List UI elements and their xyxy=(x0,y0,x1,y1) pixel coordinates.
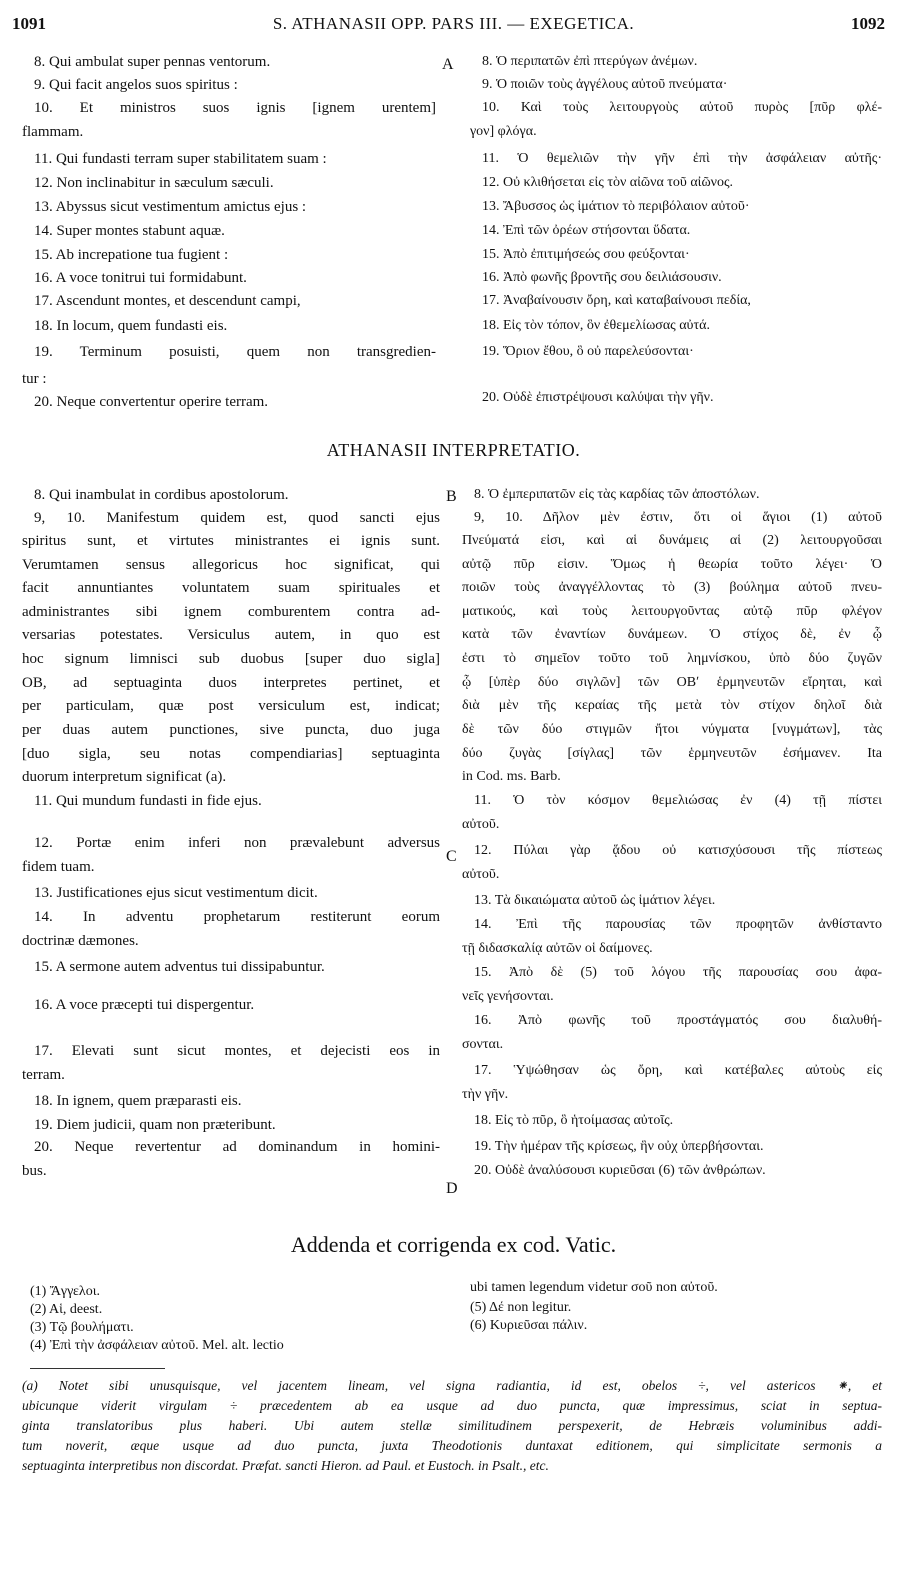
verse-line: 13. Abyssus sicut vestimentum amictus ejus : xyxy=(34,199,307,215)
text-line: 20. Οὐδὲ ἀναλύσουσι κυριεῦσαι (6) τῶν ἀνθρώπων. xyxy=(474,1163,766,1178)
text-line: αὐτῷ πῦρ εἰσιν. Ὅμως ἡ θεωρία τοῦτο λέγει· Ὁ xyxy=(462,557,882,572)
text-line: 8. Qui inambulat in cordibus apostolorum. xyxy=(34,487,289,503)
text-line: 8. Ὁ ἐμπεριπατῶν εἰς τὰς καρδίας τῶν ἀποστόλων. xyxy=(474,487,760,502)
text-line: Πνεύματά εἰσι, καὶ αἱ δυνάμεις αἱ (2) λειτουργοῦσαι xyxy=(462,533,882,548)
text-line: ἐστι τὸ σημεῖον τοῦτο τοῦ λημνίσκου, ὑπὸ δύο ζυγῶν xyxy=(462,651,882,666)
verse-line: γον] φλόγα. xyxy=(470,124,537,139)
text-line: duorum interpretum significat (a). xyxy=(22,769,227,785)
interpretation-heading: ATHANASII INTERPRETATIO. xyxy=(326,440,581,460)
verse-line: 20. Οὐδὲ ἐπιστρέψουσι καλύψαι τὴν γῆν. xyxy=(482,390,714,405)
text-line: δύο ζυγὰς [σίγλας] τῶν ἑρμηνευτῶν ἐσήμανεν. Ita xyxy=(462,746,882,761)
page-number-left: 1091 xyxy=(12,14,46,33)
text-line: 12. Portæ enim inferi non prævalebunt adversus xyxy=(34,835,440,851)
margin-marker-d: D xyxy=(446,1180,458,1197)
text-line: 17. Ὑψώθησαν ὡς ὄρη, καὶ κατέβαλες αὐτοὺς εἰς xyxy=(474,1063,882,1078)
verse-line: 15. Ἀπὸ ἐπιτιμήσεώς σου φεύξονται· xyxy=(482,247,690,262)
text-line: κατὰ τῶν ἐναντίων δυνάμεων. Ὁ στίχος δὲ, ἐν ᾧ xyxy=(462,627,882,642)
text-line: διὰ μὲν τῆς κεραίας τῆς μετὰ τὸν στίχον δηλοῖ διὰ xyxy=(462,698,882,713)
text-line: per duas autem punctiones, sive puncta, duo juga xyxy=(22,722,440,738)
text-line: τὴν γῆν. xyxy=(462,1087,509,1102)
text-line: 17. Elevati sunt sicut montes, et dejecisti eos in xyxy=(34,1043,440,1059)
verse-line: 12. Οὐ κλιθήσεται εἰς τὸν αἰῶνα τοῦ αἰῶνος. xyxy=(482,175,734,190)
footnote-rule xyxy=(30,1368,165,1369)
verse-line: 14. Ἐπὶ τῶν ὀρέων στήσονται ὕδατα. xyxy=(482,223,691,238)
running-title: S. ATHANASII OPP. PARS III. — EXEGETICA. xyxy=(272,14,635,33)
note-line: (6) Κυριεῦσαι πάλιν. xyxy=(470,1318,588,1333)
verse-line: 16. A voce tonitrui tui formidabunt. xyxy=(34,270,247,286)
text-line: in Cod. ms. Barb. xyxy=(462,769,561,784)
text-line: [duo sigla, seu notas compendiarias] septuaginta xyxy=(22,746,440,762)
footnote-line: septuaginta interpretibus non discordat. Præfat. sancti Hieron. ad Paul. et Eustoch. in Psalt., etc. xyxy=(22,1458,549,1473)
text-line: 18. Εἰς τὸ πῦρ, ὃ ἡτοίμασας αὐτοῖς. xyxy=(474,1113,674,1128)
text-line: 11. Qui mundum fundasti in fide ejus. xyxy=(34,793,262,809)
running-header xyxy=(0,14,907,38)
text-line: δὲ τῶν δύο στιγμῶν ἤτοι νύγματα [νυγμάτων], τὰς xyxy=(462,722,882,737)
text-line: 16. Ἀπὸ φωνῆς τοῦ προστάγματός σου διαλυθή- xyxy=(474,1013,882,1028)
text-line: νεῖς γενήσονται. xyxy=(462,989,554,1004)
text-line: 14. In adventu prophetarum restiterunt eorum xyxy=(34,909,440,925)
text-line: facit annuntiantes voluntatem suam spirituales et xyxy=(22,580,440,596)
text-line: doctrinæ dæmones. xyxy=(22,933,139,949)
text-line: 20. Neque revertentur ad dominandum in homini- xyxy=(34,1139,440,1155)
text-line: fidem tuam. xyxy=(22,859,95,875)
note-line: (1) Ἄγγελοι. xyxy=(30,1284,100,1299)
verse-line: 14. Super montes stabunt aquæ. xyxy=(34,223,225,239)
verse-line: 19. Ὅριον ἔθου, ὃ οὐ παρελεύσονται· xyxy=(482,344,694,359)
text-line: hoc signum limnisci sub duobus [super duo sigla] xyxy=(22,651,440,667)
text-line: Verumtamen sensus allegoricus hoc significat, qui xyxy=(22,557,440,573)
verse-line: tur : xyxy=(22,371,47,387)
note-line: (4) Ἐπὶ τὴν ἀσφάλειαν αὐτοῦ. Mel. alt. lectio xyxy=(30,1338,284,1353)
text-line: ματικούς, καὶ τοὺς λειτουργοῦντας αὐτῷ πῦρ φλέγον xyxy=(462,604,882,619)
verse-line: 18. Εἰς τὸν τόπον, ὃν ἐθεμελίωσας αὐτά. xyxy=(482,318,710,333)
text-line: 13. Justificationes ejus sicut vestimentum dicit. xyxy=(34,885,318,901)
verse-line: 8. Qui ambulat super pennas ventorum. xyxy=(34,54,271,70)
verse-line: 17. Ascendunt montes, et descendunt campi, xyxy=(34,293,301,309)
text-line: spiritus sunt, et virtutes ministrantes ei ignis sunt. xyxy=(22,533,440,549)
text-line: administrantes sibi ignem comburentem contra ad- xyxy=(22,604,440,620)
addenda-heading: Addenda et corrigenda ex cod. Vatic. xyxy=(290,1232,617,1257)
text-line: 18. In ignem, quem præparasti eis. xyxy=(34,1093,242,1109)
text-line: 14. Ἐπὶ τῆς παρουσίας τῶν προφητῶν ἀνθίσταντο xyxy=(474,917,882,932)
verse-line: 16. Ἀπὸ φωνῆς βροντῆς σου δειλιάσουσιν. xyxy=(482,270,722,285)
verse-line: 10. Et ministros suos ignis [ignem urentem] xyxy=(34,100,436,116)
note-line: (2) Αἱ, deest. xyxy=(30,1302,103,1317)
text-line: ποιῶν τοὺς ἀναγγέλλοντας τὸ (3) βούλημα αὐτοῦ πνευ- xyxy=(462,580,882,595)
text-line: per particulam, quæ post versiculum est, indicat; xyxy=(22,698,440,714)
verse-line: 12. Non inclinabitur in sæculum sæculi. xyxy=(34,175,274,191)
verse-line: 13. Ἄβυσσος ὡς ἱμάτιον τὸ περιβόλαιον αὐτοῦ· xyxy=(482,199,750,214)
verse-line: 9. Qui facit angelos suos spiritus : xyxy=(34,77,238,93)
text-line: ᾧ [ὑπὲρ δύο σιγλῶν] τῶν ΟΒʹ ἑρμηνευτῶν εἴρηται, καὶ xyxy=(462,675,882,690)
verse-line: 8. Ὁ περιπατῶν ἐπὶ πτερύγων ἀνέμων. xyxy=(482,54,698,69)
text-line: terram. xyxy=(22,1067,65,1083)
text-line: 9, 10. Manifestum quidem est, quod sancti ejus xyxy=(34,510,440,526)
verse-line: 11. Qui fundasti terram super stabilitatem suam : xyxy=(34,151,327,167)
text-line: 19. Τὴν ἡμέραν τῆς κρίσεως, ἣν οὐχ ὑπερβήσονται. xyxy=(474,1139,764,1154)
verse-line: 10. Καὶ τοὺς λειτουργοὺς αὐτοῦ πυρὸς [πῦρ φλέ- xyxy=(482,100,882,115)
text-line: 16. A voce præcepti tui dispergentur. xyxy=(34,997,255,1013)
text-line: bus. xyxy=(22,1163,47,1179)
margin-marker-b: B xyxy=(446,488,457,505)
note-line: ubi tamen legendum videtur σοῦ non αὐτοῦ. xyxy=(470,1280,718,1295)
footnote-line: (a) Notet sibi unusquisque, vel jacentem lineam, vel signa radiantia, id est, obelos ÷, vel astericos ⁕, et xyxy=(22,1378,882,1393)
verse-line: 18. In locum, quem fundasti eis. xyxy=(34,318,228,334)
text-line: 11. Ὁ τὸν κόσμον θεμελιώσας ἐν (4) τῇ πίστει xyxy=(474,793,882,808)
verse-line: 11. Ὁ θεμελιῶν τὴν γῆν ἐπὶ τὴν ἀσφάλειαν αὐτῆς· xyxy=(482,151,882,166)
verse-line: 17. Ἀναβαίνουσιν ὄρη, καὶ καταβαίνουσι πεδία, xyxy=(482,293,751,308)
text-line: σονται. xyxy=(462,1037,504,1052)
text-line: 19. Diem judicii, quam non præteribunt. xyxy=(34,1117,276,1133)
footnote-line: ubicunque viderit virgulam ÷ præcedentem ab ea usque ad duo puncta, quæ impressimus, sciat in septua- xyxy=(22,1398,882,1413)
note-line: (3) Τῷ βουλήματι. xyxy=(30,1320,134,1335)
text-line: 13. Τὰ δικαιώματα αὐτοῦ ὡς ἱμάτιον λέγει. xyxy=(474,893,716,908)
verse-line: 20. Neque convertentur operire terram. xyxy=(34,394,269,410)
footnote-line: tum noverit, æque usque ad duo puncta, juxta Theodotionis duntaxat editionem, qui simplicitate sermonis a xyxy=(22,1438,882,1453)
footnote-line: ginta translatoribus plus haberi. Ubi autem stellæ similitudinem perspexerit, de Hebræis voluminibus addi- xyxy=(22,1418,882,1433)
text-line: 12. Πύλαι γὰρ ᾅδου οὐ κατισχύσουσι τῆς πίστεως xyxy=(474,843,882,858)
text-line: αὐτοῦ. xyxy=(462,867,500,882)
verse-line: flammam. xyxy=(22,124,84,140)
text-line: 15. Ἀπὸ δὲ (5) τοῦ λόγου τῆς παρουσίας σου ἀφα- xyxy=(474,965,882,980)
verse-line: 19. Terminum posuisti, quem non transgredien- xyxy=(34,344,436,360)
margin-marker-c: C xyxy=(446,848,457,865)
note-line: (5) Δέ non legitur. xyxy=(470,1300,572,1315)
text-line: 9, 10. Δῆλον μὲν ἐστιν, ὅτι οἱ ἅγιοι (1) αὐτοῦ xyxy=(474,510,882,525)
text-line: OB, ad septuaginta duos interpretes pertinet, et xyxy=(22,675,440,691)
text-line: versarias potestates. Versiculus autem, in quo est xyxy=(22,627,440,643)
verse-line: 15. Ab increpatione tua fugient : xyxy=(34,247,229,263)
verse-line: 9. Ὁ ποιῶν τοὺς ἀγγέλους αὐτοῦ πνεύματα· xyxy=(482,77,728,92)
text-line: 15. A sermone autem adventus tui dissipabuntur. xyxy=(34,959,325,975)
text-line: αὐτοῦ. xyxy=(462,817,500,832)
text-line: τῇ διδασκαλίᾳ αὐτῶν οἱ δαίμονες. xyxy=(462,941,653,956)
page-number-right: 1092 xyxy=(851,14,885,33)
margin-marker-a: A xyxy=(442,56,454,73)
